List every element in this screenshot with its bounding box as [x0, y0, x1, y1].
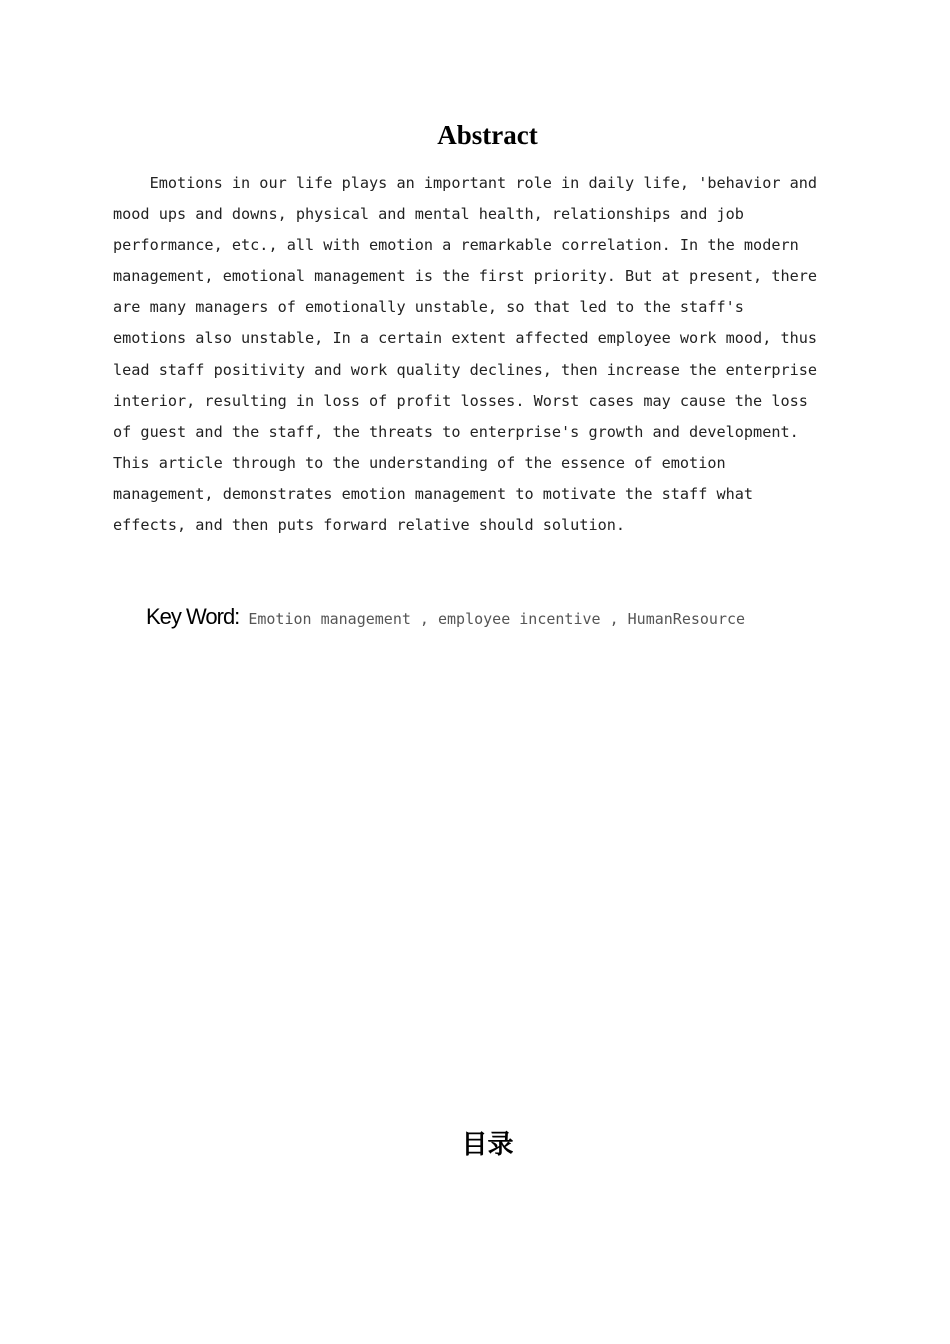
- abstract-line: mood ups and downs, physical and mental health, relationships and job: [113, 205, 744, 224]
- abstract-line: performance, etc., all with emotion a remarkable correlation. In the modern: [113, 236, 799, 255]
- abstract-title: Abstract: [437, 120, 538, 150]
- abstract-line: emotions also unstable, In a certain extent affected employee work mood, thus: [113, 329, 818, 348]
- toc-title: 目录: [461, 1130, 514, 1160]
- abstract-line: of guest and the staff, the threats to enterprise's growth and development.: [113, 422, 799, 441]
- abstract-line: effects, and then puts forward relative should solution.: [113, 516, 626, 535]
- abstract-line: management, demonstrates emotion management to motivate the staff what: [113, 484, 754, 503]
- abstract-line: interior, resulting in loss of profit losses. Worst cases may cause the loss: [113, 391, 808, 410]
- abstract-line: are many managers of emotionally unstable, so that led to the staff's: [113, 298, 744, 317]
- abstract-body: [113, 168, 855, 541]
- abstract-line: This article through to the understanding of the essence of emotion: [113, 453, 726, 472]
- abstract-line: lead staff positivity and work quality declines, then increase the enterprise: [113, 360, 818, 379]
- keywords: [146, 604, 866, 630]
- abstract-line: Emotions in our life plays an important role in daily life, 'behavior and: [113, 174, 818, 192]
- abstract-line: management, emotional management is the first priority. But at present, there: [113, 267, 818, 286]
- keywords-label: Key Word:: [146, 604, 240, 629]
- keywords-value: Emotion management , employee incentive , HumanResource: [239, 610, 746, 628]
